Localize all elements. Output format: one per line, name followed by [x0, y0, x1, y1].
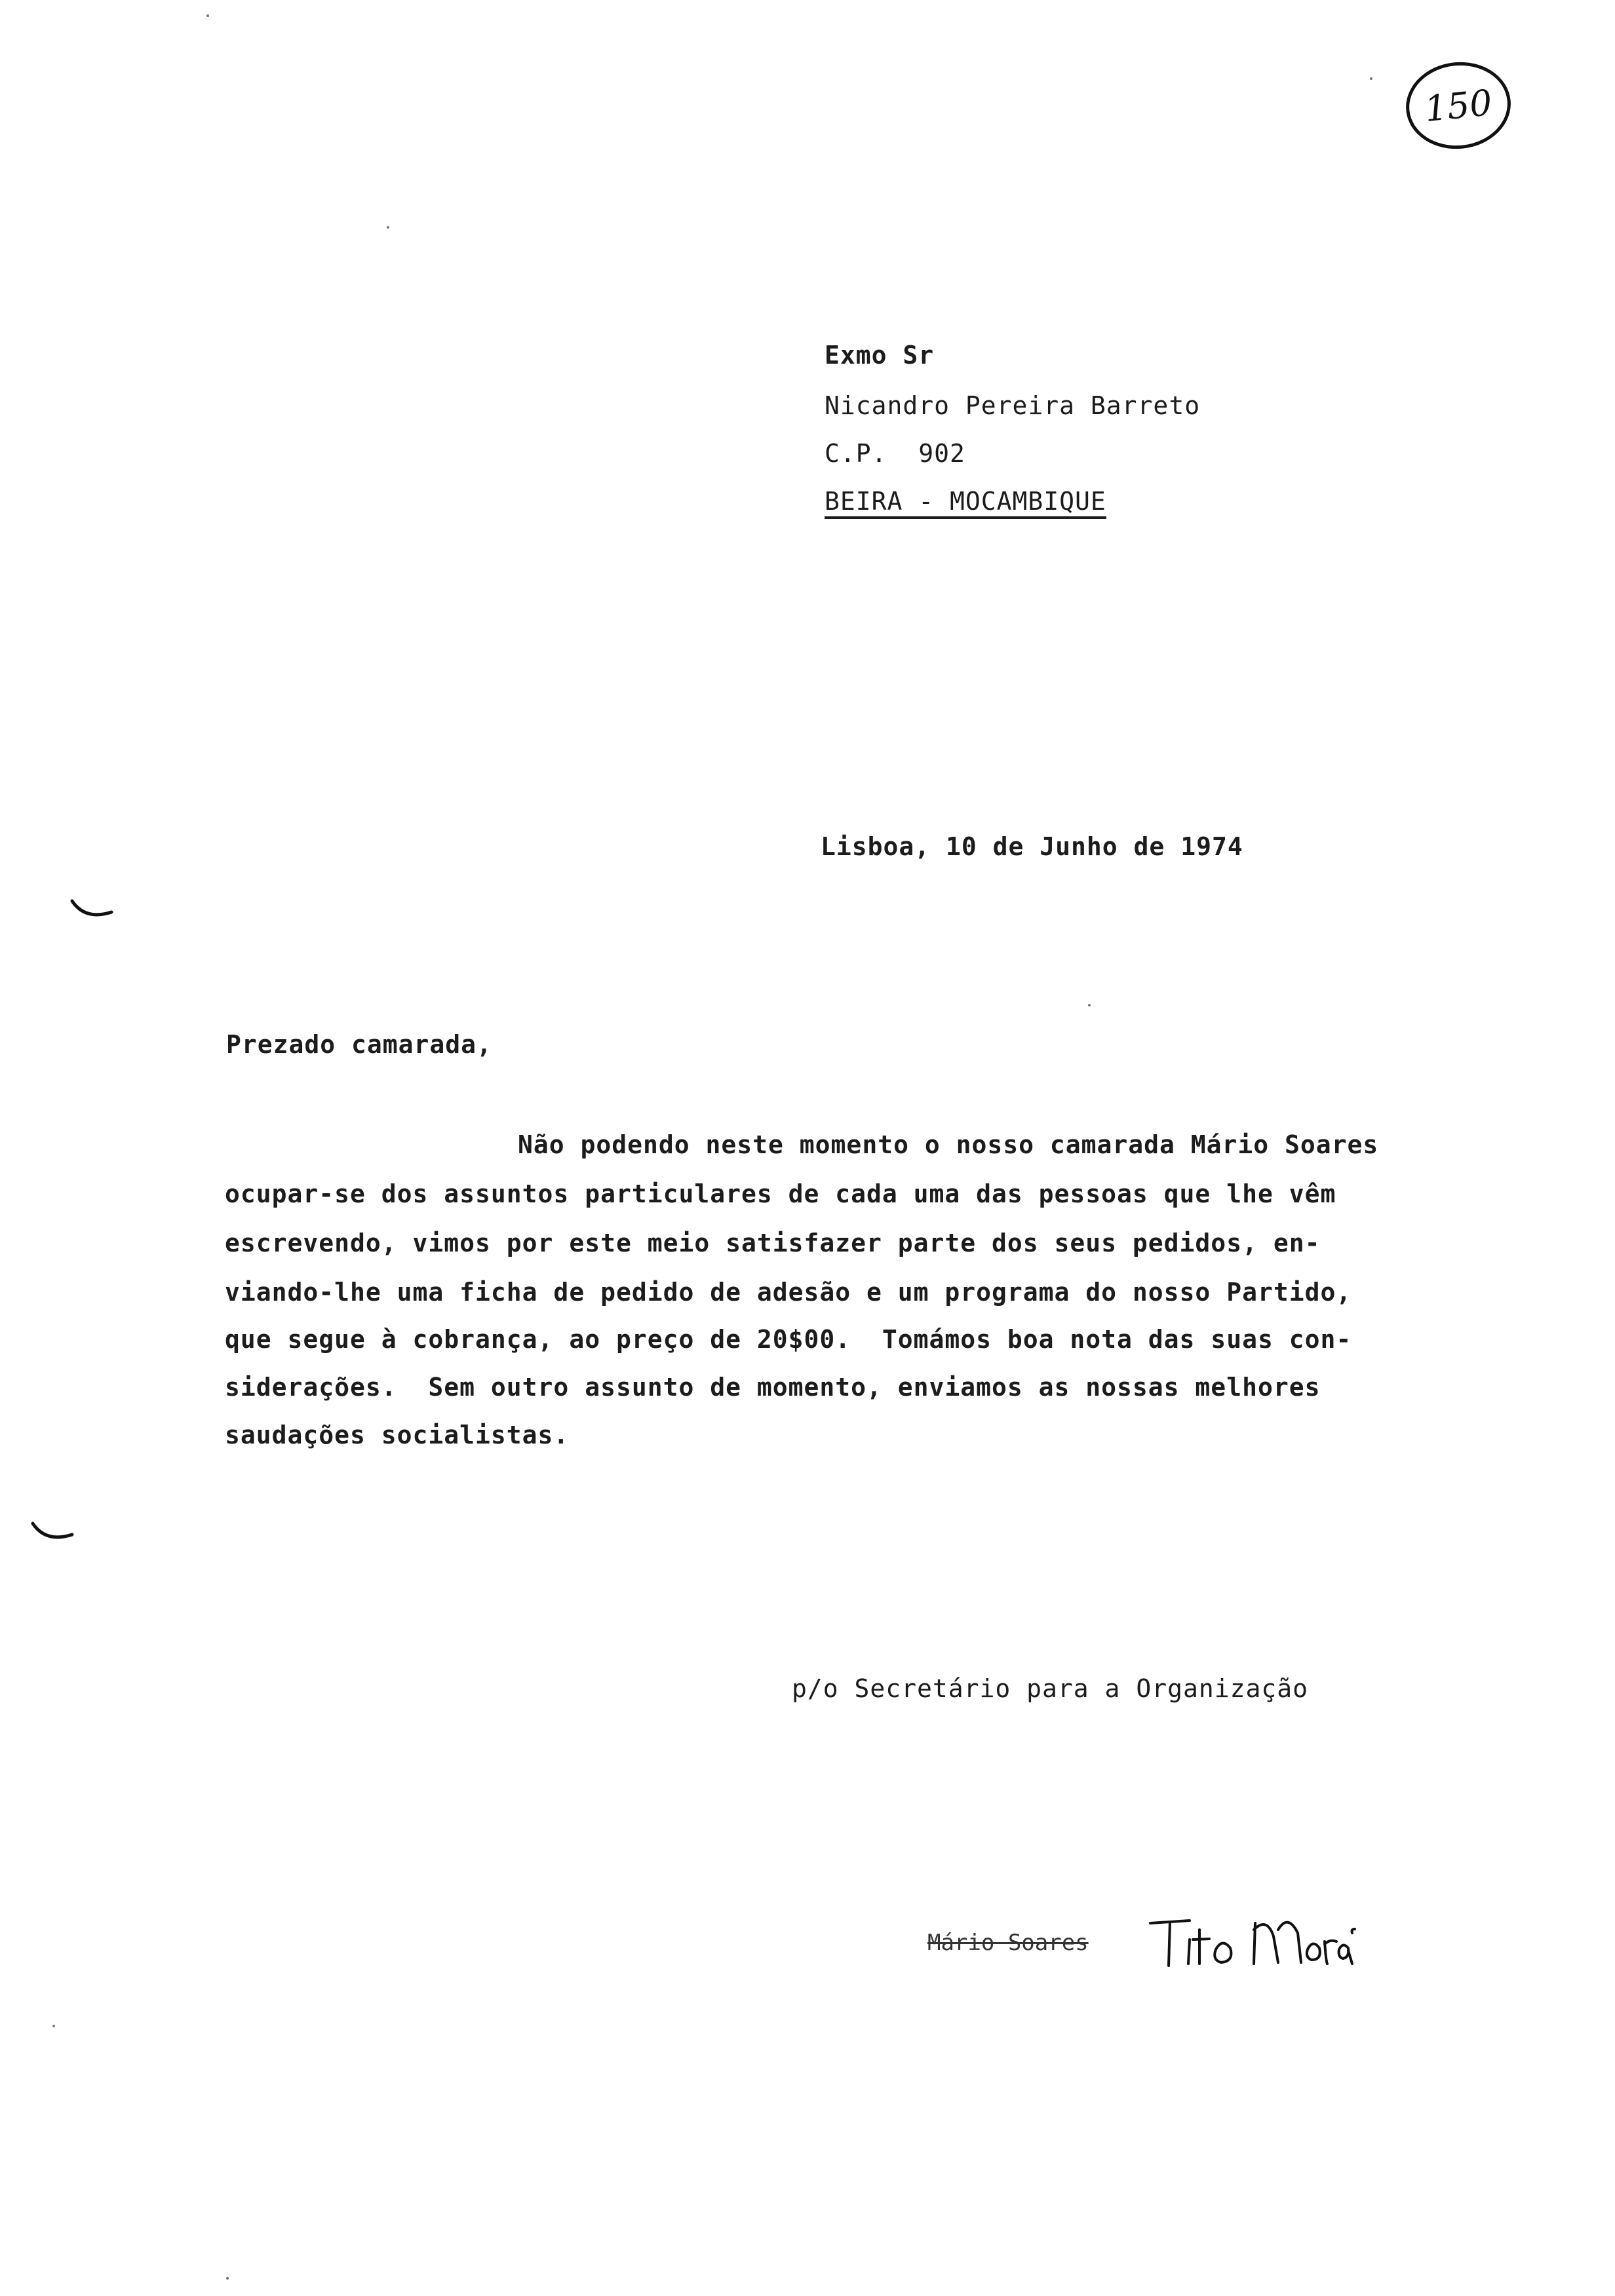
handwritten-signature: [1144, 1904, 1360, 1976]
struck-out-name: Mário Soares: [927, 1930, 1089, 1956]
scan-speck: [1088, 1004, 1091, 1006]
body-line: que segue à cobrança, ao preço de 20$00. Tomámos boa nota das suas con-: [225, 1325, 1352, 1354]
recipient-salutation: Exmo Sr: [825, 341, 935, 370]
body-line: saudações socialistas.: [225, 1421, 570, 1449]
recipient-city-country: BEIRA - MOCAMBIQUE: [825, 487, 1106, 516]
margin-mark: [29, 1520, 75, 1546]
body-line: escrevendo, vimos por este meio satisfazer parte dos seus pedidos, en-: [225, 1229, 1321, 1257]
date-line: Lisboa, 10 de Junho de 1974: [821, 832, 1243, 861]
closing-line: p/o Secretário para a Organização: [792, 1674, 1308, 1703]
scan-speck: [387, 226, 389, 229]
margin-mark: [69, 898, 115, 924]
body-line: siderações. Sem outro assunto de momento, enviamos as nossas melhores: [225, 1373, 1321, 1402]
recipient-name: Nicandro Pereira Barreto: [825, 391, 1201, 420]
scan-speck: [1370, 77, 1372, 80]
body-line: viando-lhe uma ficha de pedido de adesão e um programa do nosso Partido,: [225, 1278, 1352, 1307]
body-line: Não podendo neste momento o nosso camarada Mário Soares: [518, 1130, 1379, 1159]
recipient-postal-box: C.P. 902: [825, 439, 965, 468]
scan-speck: [206, 14, 209, 17]
scan-speck: [226, 2277, 229, 2280]
page-number-stamp: [1402, 57, 1515, 154]
scan-speck: [52, 2025, 55, 2027]
greeting: Prezado camarada,: [226, 1030, 492, 1059]
page-number-text: 150: [1422, 81, 1494, 130]
body-line: ocupar-se dos assuntos particulares de cada uma das pessoas que lhe vêm: [225, 1179, 1336, 1208]
